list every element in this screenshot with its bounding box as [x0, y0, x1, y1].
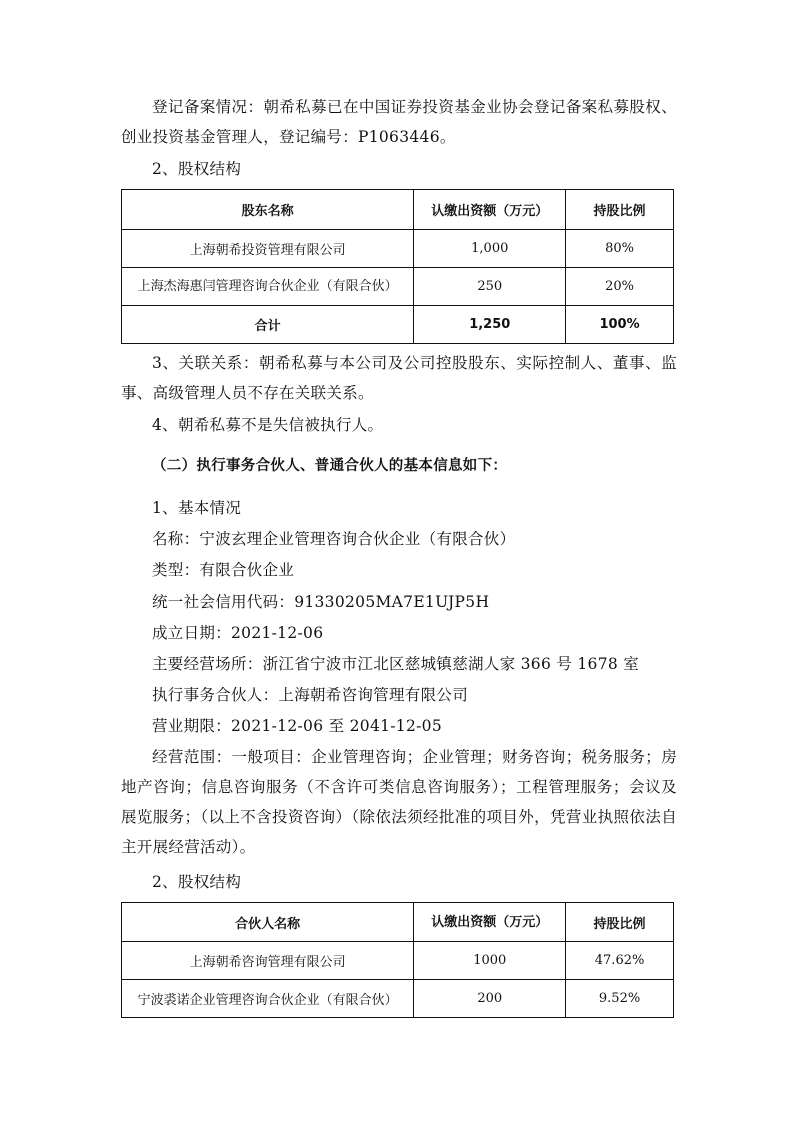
partner-type: 类型：有限合伙企业 [152, 561, 295, 579]
dishonest-status-paragraph: 4、朝希私募不是失信被执行人。 [152, 416, 384, 434]
business-scope: 经营范围：一般项目：企业管理咨询；企业管理；财务咨询；税务服务；房地产咨询；信息咨询服务（不含许可类信息咨询服务）；工程管理服务；会议及展览服务；（以上不含投资咨询）（除依法须经批准的项目外，凭营业执照依法自主开展经营活动）。 [121, 748, 677, 856]
registration-paragraph: 登记备案情况：朝希私募已在中国证券投资基金业协会登记备案私募股权、创业投资基金管理人，登记编号：P1063446。 [121, 98, 677, 146]
cell-shareholder-name: 上海杰海惠闫管理咨询合伙企业（有限合伙） [122, 268, 414, 306]
header-partner-name: 合伙人名称 [122, 903, 414, 942]
cell-total-capital: 1,250 [414, 306, 566, 344]
partner-table-header [122, 903, 674, 942]
executive-partner: 执行事务合伙人：上海朝希咨询管理有限公司 [152, 686, 469, 704]
header-share-ratio: 持股比例 [566, 903, 674, 942]
cell-share-ratio: 47.62% [566, 942, 674, 980]
cell-share-ratio: 20% [566, 268, 674, 306]
equity-structure-heading-1: 2、股权结构 [152, 160, 242, 178]
section-heading: （二）执行事务合伙人、普通合伙人的基本信息如下： [152, 458, 508, 474]
partner-name: 名称：宁波玄理企业管理咨询合伙企业（有限合伙） [152, 530, 516, 548]
business-term: 营业期限：2021-12-06 至 2041-12-05 [152, 717, 442, 735]
header-subscribed-capital: 认缴出资额（万元） [414, 903, 566, 942]
table-row [122, 980, 674, 1018]
established-date: 成立日期：2021-12-06 [152, 624, 324, 642]
cell-share-ratio: 9.52% [566, 980, 674, 1018]
table-row [122, 942, 674, 980]
equity-structure-heading-2: 2、股权结构 [152, 873, 242, 891]
cell-subscribed-capital: 1000 [414, 942, 566, 980]
cell-total-ratio: 100% [566, 306, 674, 344]
cell-subscribed-capital: 1,000 [414, 230, 566, 268]
shareholder-table [121, 189, 674, 344]
cell-subscribed-capital: 250 [414, 268, 566, 306]
header-shareholder-name: 股东名称 [122, 190, 414, 230]
shareholder-table-header [122, 190, 674, 230]
cell-subscribed-capital: 200 [414, 980, 566, 1018]
business-address: 主要经营场所：浙江省宁波市江北区慈城镇慈湖人家 366 号 1678 室 [152, 655, 640, 673]
related-party-paragraph: 3、关联关系：朝希私募与本公司及公司控股股东、实际控制人、董事、监事、高级管理人员不存在关联关系。 [121, 354, 677, 402]
partner-table [121, 902, 674, 1018]
basic-info-heading: 1、基本情况 [152, 499, 242, 517]
header-share-ratio: 持股比例 [566, 190, 674, 230]
header-subscribed-capital: 认缴出资额（万元） [414, 190, 566, 230]
cell-shareholder-name: 上海朝希投资管理有限公司 [122, 230, 414, 268]
cell-total-label: 合计 [122, 306, 414, 344]
table-row [122, 268, 674, 306]
cell-partner-name: 上海朝希咨询管理有限公司 [122, 942, 414, 980]
table-row [122, 230, 674, 268]
table-total-row [122, 306, 674, 344]
cell-partner-name: 宁波裘诺企业管理咨询合伙企业（有限合伙） [122, 980, 414, 1018]
credit-code: 统一社会信用代码：91330205MA7E1UJP5H [152, 593, 490, 611]
cell-share-ratio: 80% [566, 230, 674, 268]
